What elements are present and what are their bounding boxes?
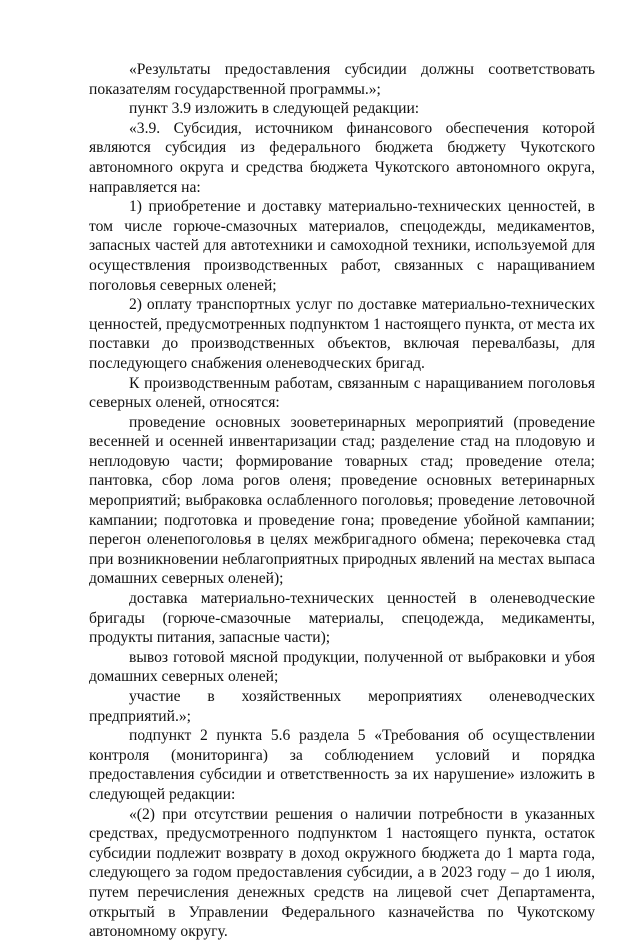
document-page (89, 60, 595, 942)
paragraph: подпункт 2 пункта 5.6 раздела 5 «Требования об осуществлении контроля (мониторинга) за соблюдением условий и порядка предоставления субсидии и ответственность за их нарушение» изложить в следующей редакции: (89, 727, 595, 803)
paragraph: 2) оплату транспортных услуг по доставке материально-технических ценностей, предусмотренных подпунктом 1 настоящего пункта, от места их поставки до производственных объектов, включая перевалбазы, для последующего снабжения оленеводческих бригад. (89, 296, 595, 372)
paragraph: проведение основных зооветеринарных мероприятий (проведение весенней и осенней инвентаризации стад; разделение стад на плодовую и неплодовую части; формирование товарных стад; проведение отела; пантовка, сбор лома рогов оленя; проведение основных ветеринарных мероприятий; выбраковка ослабленного поголовья; проведение летовочной кампании; подготовка и проведение гона; проведение убойной кампании; перегон оленепоголовья в целях межбригадного обмена; перекочевка стад при возникновении неблагоприятных природных явлений на местах выпаса домашних северных оленей); (89, 413, 595, 588)
paragraph: «(2) при отсутствии решения о наличии потребности в указанных средствах, предусмотренного подпунктом 1 настоящего пункта, остаток субсидии подлежит возврату в доход окружного бюджета до 1 марта года, следующего за годом предоставления субсидии, а в 2023 году – до 1 июля, путем перечисления денежных средств на лицевой счет Департамента, открытый в Управлении Федерального казначейства по Чукотскому автономному округу. (89, 805, 595, 941)
paragraph: К производственным работам, связанным с наращиванием поголовья северных оленей, относятся: (89, 374, 595, 412)
paragraph: пункт 3.9 изложить в следующей редакции: (129, 100, 420, 118)
paragraph: 1) приобретение и доставку материально-технических ценностей, в том числе горюче-смазочных материалов, спецодежды, медикаментов, запасных частей для автотехники и самоходной техники, используемой для осуществления производственных работ, связанных с наращиванием поголовья северных оленей; (89, 198, 595, 294)
paragraph: «Результаты предоставления субсидии должны соответствовать показателям государственной программы.»; (89, 61, 595, 98)
paragraph: доставка материально-технических ценностей в оленеводческие бригады (горюче-смазочные материалы, спецодежда, медикаменты, продукты питания, запасные части); (89, 590, 595, 647)
paragraph: вывоз готовой мясной продукции, полученной от выбраковки и убоя домашних северных оленей; (89, 648, 595, 686)
paragraph: участие в хозяйственных мероприятиях оленеводческих предприятий.»; (89, 688, 595, 725)
paragraph: «3.9. Субсидия, источником финансового обеспечения которой являются субсидия из федерального бюджета бюджету Чукотского автономного округа и средства бюджета Чукотского автономного округа, направляется на: (89, 119, 595, 196)
